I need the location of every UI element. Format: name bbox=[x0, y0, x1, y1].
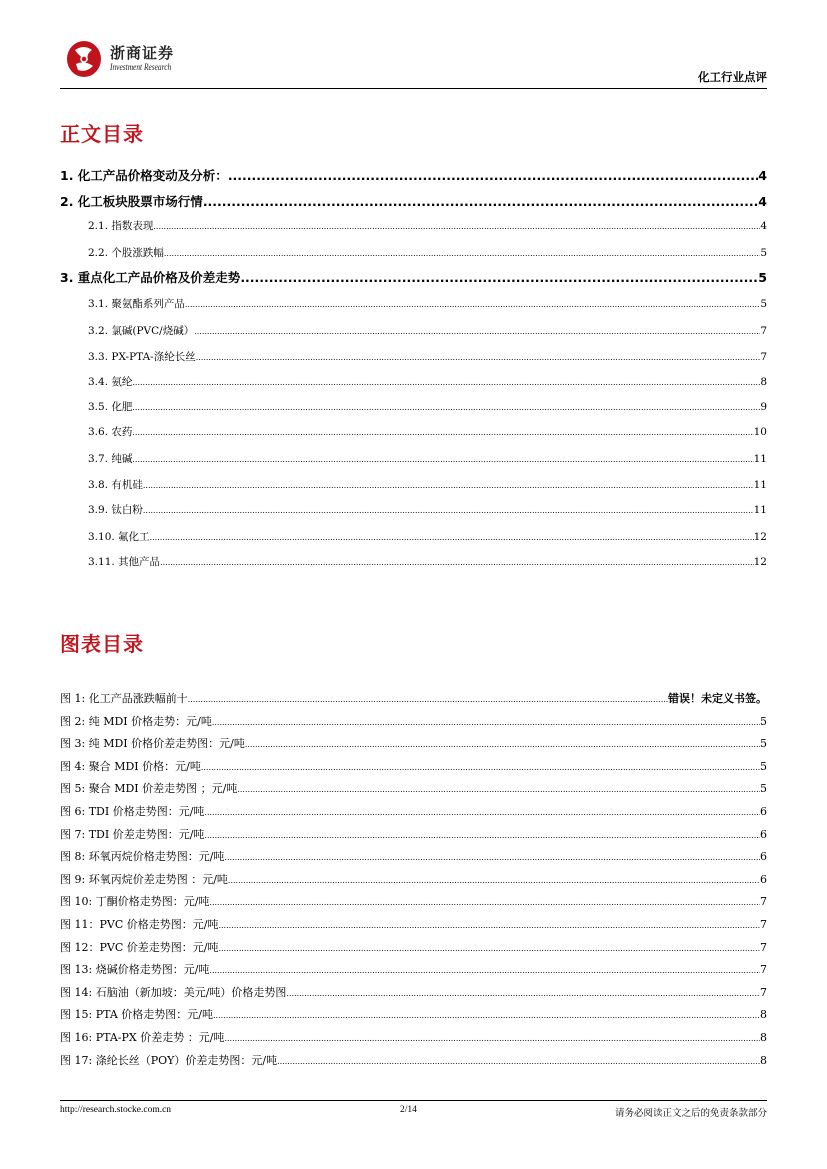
figure-entry-page: 5 bbox=[760, 782, 767, 795]
toc-entry-label: 2.2. 个股涨跌幅 bbox=[88, 247, 164, 259]
figure-entry[interactable] bbox=[60, 713, 767, 729]
figure-entry-page: 错误！未定义书签。 bbox=[668, 692, 767, 705]
figure-entry[interactable] bbox=[60, 961, 767, 977]
toc-entry[interactable] bbox=[60, 529, 767, 544]
logo-company-name: 浙商证券 bbox=[110, 44, 175, 62]
toc-entry-label: 3. 重点化工产品价格及价差走势 bbox=[60, 270, 241, 285]
toc-entry-label: 3.5. 化肥 bbox=[88, 401, 133, 413]
figure-entry-page: 7 bbox=[760, 918, 767, 931]
leader-dots bbox=[212, 718, 760, 727]
leader-dots bbox=[132, 378, 760, 387]
leader-dots bbox=[160, 558, 754, 567]
figure-entry-page: 7 bbox=[760, 963, 767, 976]
figure-entry-page: 6 bbox=[760, 828, 767, 841]
leader-dots bbox=[213, 1011, 760, 1020]
figure-entry-label: 图 9: 环氧丙烷价差走势图 ：元/吨 bbox=[60, 873, 228, 886]
figure-entry[interactable] bbox=[60, 803, 767, 819]
toc-entry-label: 3.3. PX-PTA-涤纶长丝 bbox=[88, 351, 196, 363]
leader-dots bbox=[224, 1034, 760, 1043]
figure-entry-page: 8 bbox=[760, 1008, 767, 1021]
figure-entry[interactable] bbox=[60, 690, 767, 706]
figure-entry-page: 7 bbox=[760, 895, 767, 908]
toc-entry-label: 3.8. 有机硅 bbox=[88, 479, 143, 491]
figure-entry[interactable] bbox=[60, 916, 767, 932]
toc-entry[interactable] bbox=[60, 166, 767, 184]
page-header bbox=[60, 38, 767, 89]
figure-entry-label: 图 2: 纯 MDI 价格走势：元/吨 bbox=[60, 715, 212, 728]
figure-entry[interactable] bbox=[60, 893, 767, 909]
figure-entry[interactable] bbox=[60, 871, 767, 887]
toc-entry-page: 9 bbox=[760, 401, 767, 413]
toc-entry-label: 3.4. 氨纶 bbox=[88, 376, 133, 388]
figure-entry-label: 图 1: 化工产品涨跌幅前十 bbox=[60, 692, 188, 705]
leader-dots bbox=[203, 194, 758, 209]
leader-dots bbox=[245, 740, 760, 749]
toc-entry[interactable] bbox=[60, 451, 767, 466]
toc-entry[interactable] bbox=[60, 424, 767, 439]
page-footer bbox=[60, 1100, 767, 1119]
toc-entry[interactable] bbox=[60, 268, 767, 286]
figure-entry-label: 图 12：PVC 价差走势图：元/吨 bbox=[60, 941, 219, 954]
figure-entry-page: 6 bbox=[760, 805, 767, 818]
figure-entry-label: 图 15: PTA 价格走势图：元/吨 bbox=[60, 1008, 213, 1021]
toc-entry-page: 8 bbox=[760, 376, 767, 388]
leader-dots bbox=[228, 876, 760, 885]
leader-dots bbox=[218, 921, 760, 930]
footer-disclaimer: 请务必阅读正文之后的免责条款部分 bbox=[614, 1108, 767, 1119]
figure-entry-label: 图 17: 涤纶长丝（POY）价差走势图：元/吨 bbox=[60, 1054, 278, 1067]
logo-tagline: Investment Research bbox=[110, 63, 172, 73]
figure-entry[interactable] bbox=[60, 780, 767, 796]
leader-dots bbox=[143, 481, 754, 490]
figure-entry-label: 图 5: 聚合 MDI 价差走势图 ；元/吨 bbox=[60, 782, 238, 795]
leader-dots bbox=[188, 695, 668, 704]
toc-entry[interactable] bbox=[60, 399, 767, 414]
toc-entry-page: 4 bbox=[760, 220, 767, 232]
figure-entry[interactable] bbox=[60, 1052, 767, 1068]
leader-dots bbox=[185, 300, 760, 309]
leader-dots bbox=[204, 831, 760, 840]
figure-entry-label: 图 14: 石脑油（新加坡：美元/吨）价格走势图 bbox=[60, 986, 287, 999]
figure-entry[interactable] bbox=[60, 1029, 767, 1045]
leader-dots bbox=[132, 403, 760, 412]
leader-dots bbox=[224, 853, 760, 862]
toc-title: 正文目录 bbox=[60, 122, 144, 146]
toc-entry-label: 2. 化工板块股票市场行情 bbox=[60, 194, 203, 209]
toc-entry-label: 3.7. 纯碱 bbox=[88, 453, 133, 465]
leader-dots bbox=[150, 533, 754, 542]
figure-entry-page: 8 bbox=[760, 1054, 767, 1067]
figure-entry-page: 8 bbox=[760, 1031, 767, 1044]
leader-dots bbox=[286, 989, 760, 998]
toc-entry[interactable] bbox=[60, 477, 767, 492]
leader-dots bbox=[228, 168, 758, 183]
leader-dots bbox=[153, 222, 760, 231]
figure-entry[interactable] bbox=[60, 984, 767, 1000]
toc-entry-label: 3.6. 农药 bbox=[88, 426, 133, 438]
figure-entry-page: 6 bbox=[760, 850, 767, 863]
leader-dots bbox=[277, 1057, 760, 1066]
toc-entry-label: 3.1. 聚氨酯系列产品 bbox=[88, 298, 185, 310]
figure-entry-label: 图 11：PVC 价格走势图：元/吨 bbox=[60, 918, 219, 931]
toc-entry-page: 11 bbox=[753, 453, 767, 465]
leader-dots bbox=[209, 898, 760, 907]
leader-dots bbox=[194, 327, 760, 336]
figure-entry-page: 7 bbox=[760, 941, 767, 954]
report-category: 化工行业点评 bbox=[698, 70, 767, 84]
toc-entry[interactable] bbox=[60, 323, 767, 338]
toc-entry-page: 11 bbox=[753, 479, 767, 491]
toc-entry[interactable] bbox=[60, 349, 767, 364]
footer-url[interactable]: http://research.stocke.com.cn bbox=[60, 1105, 172, 1115]
figure-entry-label: 图 16: PTA-PX 价差走势 ：元/吨 bbox=[60, 1031, 225, 1044]
toc-entry-page: 10 bbox=[753, 426, 767, 438]
figure-entry-page: 5 bbox=[760, 737, 767, 750]
toc-entry-page: 12 bbox=[753, 556, 767, 568]
leader-dots bbox=[164, 249, 760, 258]
figure-entry-label: 图 13: 烧碱价格走势图：元/吨 bbox=[60, 963, 210, 976]
page-number: 2/14 bbox=[400, 1105, 417, 1115]
leader-dots bbox=[201, 763, 760, 772]
company-logo-icon bbox=[66, 40, 102, 78]
figure-entry-label: 图 4: 聚合 MDI 价格：元/吨 bbox=[60, 760, 201, 773]
leader-dots bbox=[132, 455, 753, 464]
toc-entry-page: 5 bbox=[760, 247, 767, 259]
figure-entry-page: 6 bbox=[760, 873, 767, 886]
leader-dots bbox=[237, 785, 760, 794]
toc-entry-page: 4 bbox=[758, 168, 767, 183]
toc-entry[interactable] bbox=[60, 502, 767, 517]
toc-entry-label: 3.2. 氯碱(PVC/烧碱） bbox=[88, 325, 195, 337]
figure-entry[interactable] bbox=[60, 826, 767, 842]
toc-entry[interactable] bbox=[60, 245, 767, 260]
toc-entry-label: 3.10. 氟化工 bbox=[88, 531, 150, 543]
figure-entry[interactable] bbox=[60, 939, 767, 955]
toc-entry-page: 4 bbox=[758, 194, 767, 209]
toc-entry[interactable] bbox=[60, 374, 767, 389]
toc-entry-label: 1. 化工产品价格变动及分析： bbox=[60, 168, 228, 183]
toc-entry-label: 2.1. 指数表现 bbox=[88, 220, 154, 232]
leader-dots bbox=[143, 506, 754, 515]
toc-entry[interactable] bbox=[60, 296, 767, 311]
leader-dots bbox=[218, 944, 760, 953]
figure-entry-label: 图 6: TDI 价格走势图：元/吨 bbox=[60, 805, 205, 818]
toc-entry-label: 3.11. 其他产品 bbox=[88, 556, 161, 568]
leader-dots bbox=[132, 428, 753, 437]
toc-entry[interactable] bbox=[60, 192, 767, 210]
toc-entry-page: 7 bbox=[760, 325, 767, 337]
toc-entry-page: 12 bbox=[753, 531, 767, 543]
figure-entry[interactable] bbox=[60, 735, 767, 751]
toc-entry-page: 7 bbox=[760, 351, 767, 363]
toc-entry-page: 5 bbox=[758, 270, 767, 285]
figure-entry[interactable] bbox=[60, 848, 767, 864]
toc-entry-page: 11 bbox=[753, 504, 767, 516]
toc-entry-label: 3.9. 钛白粉 bbox=[88, 504, 143, 516]
toc-entry-page: 5 bbox=[760, 298, 767, 310]
leader-dots bbox=[196, 353, 761, 362]
figure-entry[interactable] bbox=[60, 1006, 767, 1022]
figure-entry-label: 图 8: 环氧丙烷价格走势图：元/吨 bbox=[60, 850, 225, 863]
figures-title: 图表目录 bbox=[60, 632, 144, 656]
toc-entry[interactable] bbox=[60, 554, 767, 569]
figure-entry-label: 图 10: 丁酮价格走势图：元/吨 bbox=[60, 895, 210, 908]
leader-dots bbox=[240, 270, 758, 285]
figure-entry-label: 图 7: TDI 价差走势图：元/吨 bbox=[60, 828, 205, 841]
toc-entry[interactable] bbox=[60, 218, 767, 233]
figure-entry-label: 图 3: 纯 MDI 价格价差走势图：元/吨 bbox=[60, 737, 245, 750]
figure-entry[interactable] bbox=[60, 758, 767, 774]
figure-entry-page: 5 bbox=[760, 760, 767, 773]
leader-dots bbox=[204, 808, 760, 817]
figure-entry-page: 5 bbox=[760, 715, 767, 728]
leader-dots bbox=[209, 966, 760, 975]
figure-entry-page: 7 bbox=[760, 986, 767, 999]
